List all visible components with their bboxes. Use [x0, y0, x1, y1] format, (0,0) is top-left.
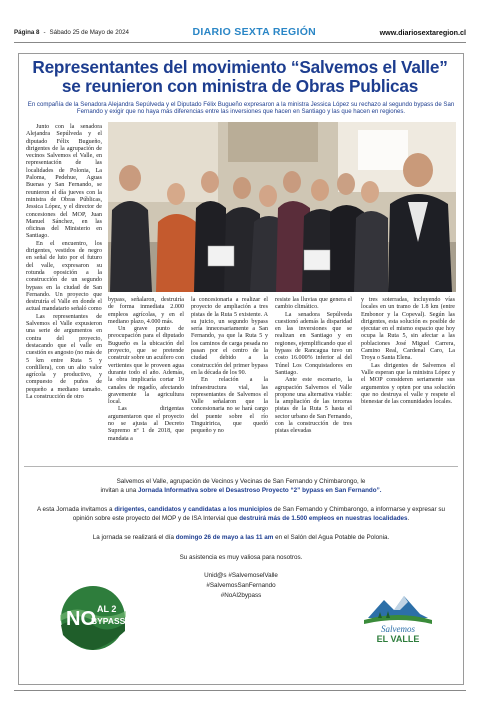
article-column-2	[108, 297, 184, 443]
ad-audience-end: .	[407, 514, 410, 522]
logo-el-valle-text: EL VALLE	[376, 634, 420, 644]
no-bypass-logo-graphic	[60, 585, 126, 651]
ad-jobs-highlight: destruirá más de 1.500 empleos en nuestras localidades	[239, 514, 408, 522]
masthead: DIARIO SEXTA REGIÓN	[192, 26, 317, 38]
col4-paragraph: resiste las lluvias que genera el cambio climático.	[275, 297, 352, 311]
group-photo	[108, 122, 456, 292]
no-al-2-bypass-logo	[60, 585, 126, 651]
col5-paragraph: Las dirigentes de Salvemos el Valle esperan que la ministra López y el MOP consideren seriamente sus argumentos y opten por una solución que no destruya el valle y respete el bienestar de las comunidades locales.	[361, 362, 455, 406]
ad-invitation-highlight: Jornada Informativa sobre el Desastroso Proyecto “2” bypass en San Fernando”.	[137, 486, 382, 494]
ad-invitation-text-2: invitan a una	[100, 486, 138, 494]
logo-bypass-text: BYPASS	[91, 616, 126, 626]
header-rule	[14, 42, 466, 43]
article-deck: En compañía de la Senadora Alejandra Sepúlveda y el Diputado Félix Bugueño expresaron a la ministra Jessica López su rechazo al segundo bypass de San Fernando y exigir que no haya más diferencias entre las inversiones que hacen en Santiago y las que hacen en regiones.	[27, 101, 455, 116]
ad-invitation	[28, 478, 454, 495]
col2-paragraph: bypass, señalaron, destruiría de forma inmediata 2.000 empleos agrícolas, y en el mediano plazo, 4.000 más.	[108, 297, 184, 325]
issue-date: Sábado 25 de Mayo de 2024	[49, 28, 129, 36]
col4-paragraph: Ante este escenario, la agrupación Salvemos el Valle propone una alternativa viable: la ampliación de las terceras pistas de la Ruta 5 hasta el sector urbano de San Fernando, con la construcción de tres pistas elevadas	[275, 377, 352, 435]
article-column-5	[361, 297, 455, 406]
hashtag: #NoAl2bypass	[220, 591, 262, 599]
ad-schedule-text-2: en el Salón del Agua Potable de Polonia.	[273, 534, 390, 542]
col1-paragraph: Las representantes de Salvemos el Valle expusieron una serie de argumentos en contra del proyecto, destacando que el valle en cuestión es angosto (no más de 5 km entre Ruta 5 y cordillera), con un alto valor agrícola y productivo, y compuesto de puños de pequeño a mediano tamaño. La construcción de otro	[26, 313, 102, 400]
col2-paragraph: Las dirigentas argumentaron que el proyecto no se ajusta al Decreto Supremo nº 1 de 2018, que mandata a	[108, 406, 184, 442]
ad-schedule-highlight: domingo 26 de mayo a las 11 am	[175, 534, 274, 542]
col4-paragraph: La senadora Sepúlveda cuestionó además la disparidad en las inversiones que se realizan en Santiago y en regiones, ejemplificando que el bypass de Rancagua tuvo un costo 16.000% inferior al del Túnel Los Conquistadores en Santiago.	[275, 311, 352, 376]
logo-no-text: NO	[66, 608, 96, 630]
salvemos-el-valle-logo	[360, 588, 436, 644]
logo-salvemos-text: Salvemos	[381, 624, 415, 634]
article-headline	[20, 58, 460, 96]
ad-schedule-text: La jornada se realizará el día	[92, 534, 176, 542]
valle-logo-graphic	[360, 588, 436, 644]
ad-audience	[28, 506, 454, 523]
headline-line-1: Representantes del movimiento “Salvemos el Valle”	[32, 57, 448, 77]
headline-line-2: se reunieron con ministra de Obras Publicas	[61, 76, 419, 96]
website: www.diariosextaregion.cl	[379, 27, 466, 37]
group-photo-illustration	[108, 122, 456, 292]
event-advertisement	[28, 478, 454, 601]
col3-paragraph: la concesionaria a realizar el proyecto de ampliación a tres pistas de la Ruta 5 existente. A su juicio, un segundo bypass sería innecesariamente a San Fernando, ya que la Ruta 5 y los caminos de carga pesada no pasan por el centro de la ciudad debido a la construcción del primer bypass en la década de los 90.	[191, 297, 268, 376]
header-left	[14, 29, 129, 36]
header-separator: -	[43, 28, 46, 36]
ad-audience-text-2: de San Fernando y Chimbarongo, a informarse y expresar su opinión sobre este proyecto del MOP y de ISA Intervial que	[72, 506, 446, 522]
page-number: Página 8	[14, 28, 40, 36]
ad-audience-text: A esta Jornada invitamos a	[36, 506, 115, 514]
hashtag: #SalvemosSanFernando	[206, 581, 276, 589]
ad-schedule	[28, 534, 454, 543]
article-column-1	[26, 124, 102, 401]
ad-closing: Su asistencia es muy valiosa para nosotros.	[179, 553, 303, 561]
col1-paragraph: En el encuentro, los dirigentes, vestidos de negro en señal de luto por el futuro del valle, expresaron su rotunda oposición a la construcción de un segundo bypass en la ciudad de San Fernando. Un proyecto que destruiría el Valle en donde el actual mandatario señaló como	[26, 240, 102, 313]
article-column-4	[275, 297, 352, 436]
page-header	[14, 24, 466, 40]
col5-paragraph: y tres soterradas, incluyendo vías locales en un tramo de 1.8 km (entre Embonor y la Copeval). Según las dirigentes, esta solución es posible de ejecutar en el mismo espacio que hoy ocupa la Ruta 5, sin afectar a las poblaciones José Miguel Carrera, Camino Real, Cardenal Caro, La Troya o Santa Elena.	[361, 297, 455, 362]
logo-al2-text: AL 2	[97, 604, 117, 614]
ad-invitation-text: Salvemos el Valle, agrupación de Vecinos y Vecinas de San Fernando y Chimbarongo, le	[116, 478, 366, 485]
article-column-3	[191, 297, 268, 436]
hashtag: Unid@s #SalvemoselValle	[204, 571, 278, 579]
col2-paragraph: Un grave punto de preocupación para el diputado Bugueño es la ubicación del proyecto, que se pretende construir sobre un acuífero con vertientes que le proveen agua durante todo el año. Además, la obra implicaría cortar 19 canales de regadío, afectando gravemente la agricultura local.	[108, 326, 184, 406]
col1-paragraph: Junto con la senadora Alejandra Sepúlveda y el diputado Félix Bugueño, dirigentes de la agrupación de vecinos Salvemos el Valle, en representación de las localidades de Polonia, La Paloma, Pedehue, Aguas Buenas y San Fernando, se reunieron el día jueves con la ministra de Obras Públicas, Jessica López, y el director de concesiones del MOP, Juan Manuel Sánchez, en las oficinas del Ministerio en Santiago.	[26, 124, 102, 240]
ad-audience-highlight: dirigentes, candidatos y candidatas a los municipios	[114, 506, 273, 514]
ad-separator	[24, 466, 458, 467]
footer-rule	[14, 690, 466, 691]
col3-paragraph: En relación a la infraestructura vial, las representantes de Salvemos el Valle señalaron que la concesionaria no se hará cargo del puente sobre el río Tinguiririca, que quedó pequeño y no	[191, 377, 268, 435]
